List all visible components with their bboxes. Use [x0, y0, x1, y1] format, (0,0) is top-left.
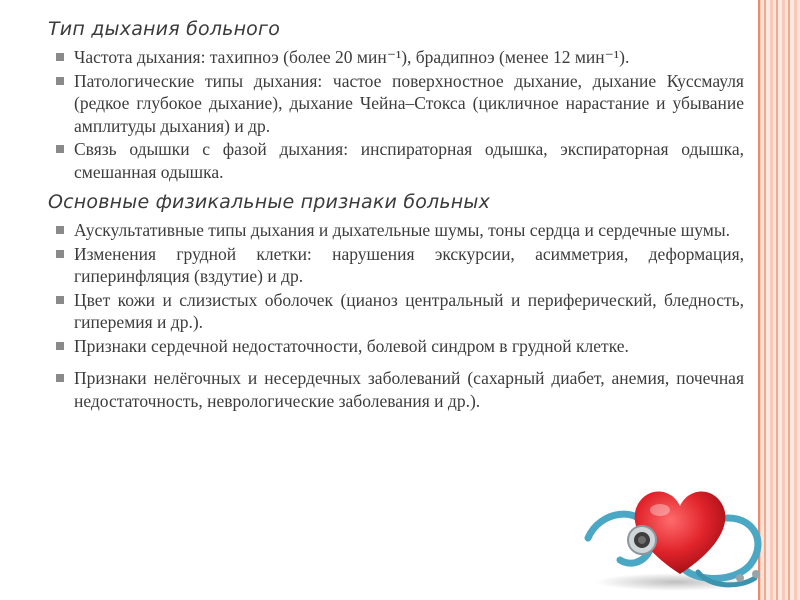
square-bullet-icon [56, 77, 64, 85]
square-bullet-icon [56, 226, 64, 234]
list-item: Признаки нелёгочных и несердечных заболеваний (сахарный диабет, анемия, почечная недостаточность, неврологические заболевания и др.). [42, 367, 758, 412]
square-bullet-icon [56, 145, 64, 153]
square-bullet-icon [56, 250, 64, 258]
section-title-breathing-type: Тип дыхания больного [48, 18, 281, 40]
physical-signs-list [42, 219, 758, 412]
square-bullet-icon [56, 342, 64, 350]
section-title-physical-signs: Основные физикальные признаки больных [48, 191, 491, 213]
heart-stethoscope-icon [580, 470, 770, 595]
list-item: Признаки сердечной недостаточности, болевой синдром в грудной клетке. [42, 335, 758, 358]
list-item: Аускультативные типы дыхания и дыхательные шумы, тоны сердца и сердечные шумы. [42, 219, 758, 242]
square-bullet-icon [56, 374, 64, 382]
list-item: Изменения грудной клетки: нарушения экскурсии, асимметрия, деформация, гиперинфляция (вздутие) и др. [42, 243, 758, 288]
square-bullet-icon [56, 53, 64, 61]
list-item: Связь одышки с фазой дыхания: инспираторная одышка, экспираторная одышка, смешанная одышка. [42, 138, 758, 183]
breathing-type-list [42, 46, 758, 183]
square-bullet-icon [56, 296, 64, 304]
list-item: Цвет кожи и слизистых оболочек (цианоз центральный и периферический, бледность, гиперемия и др.). [42, 289, 758, 334]
list-item: Частота дыхания: тахипноэ (более 20 мин⁻¹), брадипноэ (менее 12 мин⁻¹). [42, 46, 758, 69]
list-item: Патологические типы дыхания: частое поверхностное дыхание, дыхание Куссмауля (редкое глубокое дыхание), дыхание Чейна–Стокса (цикличное нарастание и убывание амплитуды дыхания) и др. [42, 70, 758, 138]
